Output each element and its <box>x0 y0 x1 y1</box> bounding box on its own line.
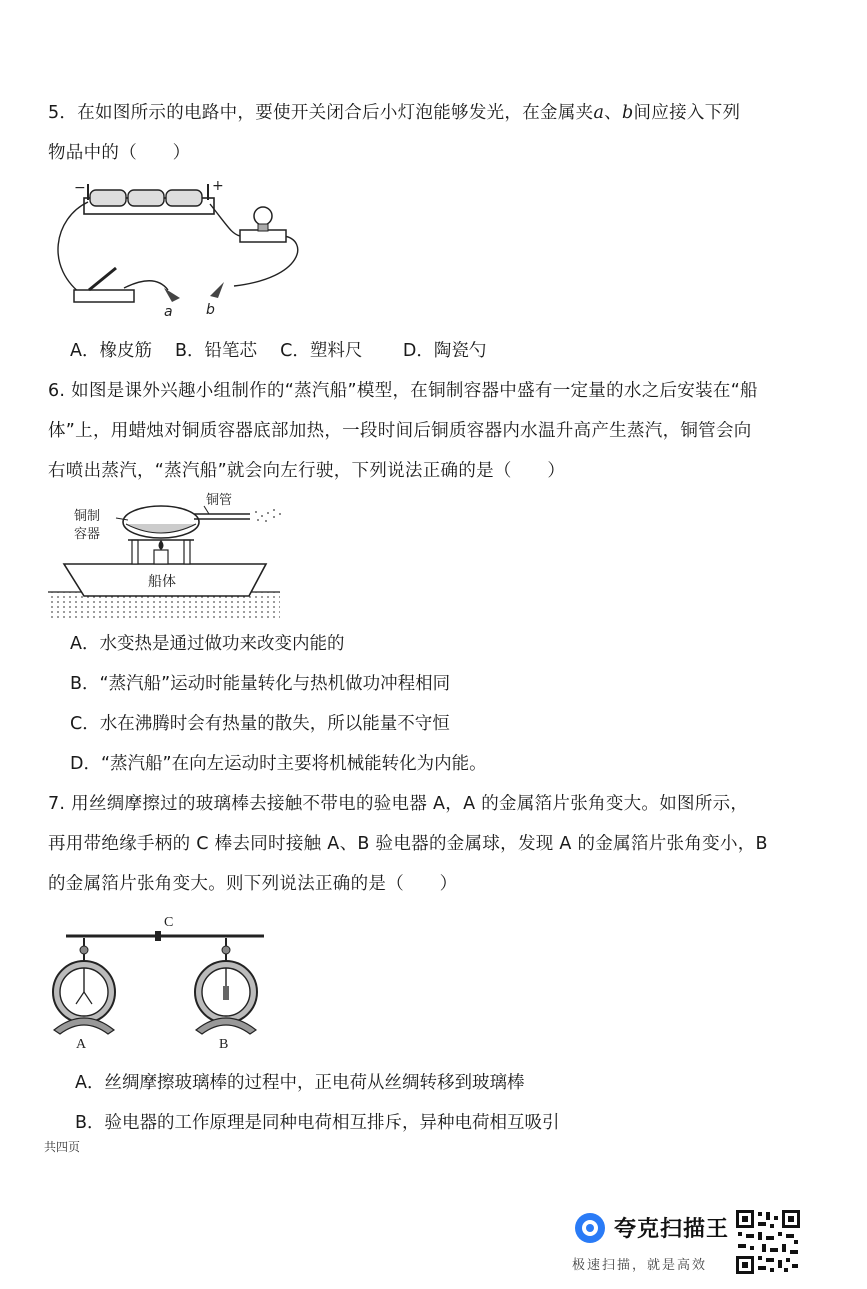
scanner-watermark <box>570 1208 810 1278</box>
page-footer-cut-text: 共四页 <box>44 1140 81 1154</box>
q5-clip-a: a <box>593 103 605 123</box>
q5-sep: 、 <box>604 103 622 123</box>
quark-logo-icon <box>574 1212 606 1244</box>
q5-minus-label: − <box>74 180 86 196</box>
q5-clip-b: b <box>621 103 634 123</box>
q5-line2: 物品中的（ ） <box>48 143 191 163</box>
q7-electroscope-figure <box>44 908 274 1056</box>
q7-line1: 7. 用丝绸摩擦过的玻璃棒去接触不带电的验电器 A，A 的金属箔片张角变大。如图所示， <box>48 794 749 814</box>
q7-option-b: B．验电器的工作原理是同种电荷相互排斥，异种电荷相互吸引 <box>75 1113 560 1133</box>
q5-plus-label: + <box>212 178 224 194</box>
q6-option-d: D．“蒸汽船”在向左运动时主要将机械能转化为内能。 <box>70 754 487 774</box>
q6-fig-pipe: 铜管 <box>206 493 233 508</box>
q6-fig-hull: 船体 <box>148 574 176 590</box>
q5-text-b: 间应接入下列 <box>633 103 741 123</box>
q7-fig-b: B <box>219 1037 229 1052</box>
qr-code-icon <box>734 1208 802 1276</box>
q6-fig-container-1: 铜制 <box>74 509 101 524</box>
q5-line1 <box>48 101 740 125</box>
q6-line2: 体”上，用蜡烛对铜质容器底部加热，一段时间后铜质容器内水温升高产生蒸汽，铜管会向 <box>48 421 752 441</box>
q7-option-a: A．丝绸摩擦玻璃棒的过程中，正电荷从丝绸转移到玻璃棒 <box>75 1073 525 1093</box>
brand-slogan: 极速扫描，就是高效 <box>572 1258 708 1273</box>
q5-circuit-figure <box>44 178 314 323</box>
q6-option-b: B．“蒸汽船”运动时能量转化与热机做功冲程相同 <box>70 674 451 694</box>
q5-options: A．橡皮筋 B．铅笔芯 C．塑料尺 D．陶瓷勺 <box>70 341 487 361</box>
q7-line2: 再用带绝缘手柄的 C 棒去同时接触 A、B 验电器的金属球，发现 A 的金属箔片张角变小，B <box>48 834 768 854</box>
q5-fig-a: a <box>164 304 173 320</box>
q6-fig-container-2: 容器 <box>74 527 101 542</box>
q7-fig-c: C <box>164 915 174 930</box>
q5-fig-b: b <box>206 302 215 318</box>
q6-option-a: A．水变热是通过做功来改变内能的 <box>70 634 345 654</box>
q6-line1: 6. 如图是课外兴趣小组制作的“蒸汽船”模型，在铜制容器中盛有一定量的水之后安装在“船 <box>48 381 758 401</box>
q6-line3: 右喷出蒸汽，“蒸汽船”就会向左行驶，下列说法正确的是（ ） <box>48 461 566 481</box>
q7-line3: 的金属箔片张角变大。则下列说法正确的是（ ） <box>48 874 458 894</box>
brand-name: 夸克扫描王 <box>614 1217 730 1242</box>
q6-option-c: C．水在沸腾时会有热量的散失，所以能量不守恒 <box>70 714 450 734</box>
q5-text-a: 5．在如图所示的电路中，要使开关闭合后小灯泡能够发光，在金属夹 <box>48 103 594 123</box>
q6-steamboat-figure <box>44 490 294 622</box>
q7-fig-a: A <box>76 1037 87 1052</box>
